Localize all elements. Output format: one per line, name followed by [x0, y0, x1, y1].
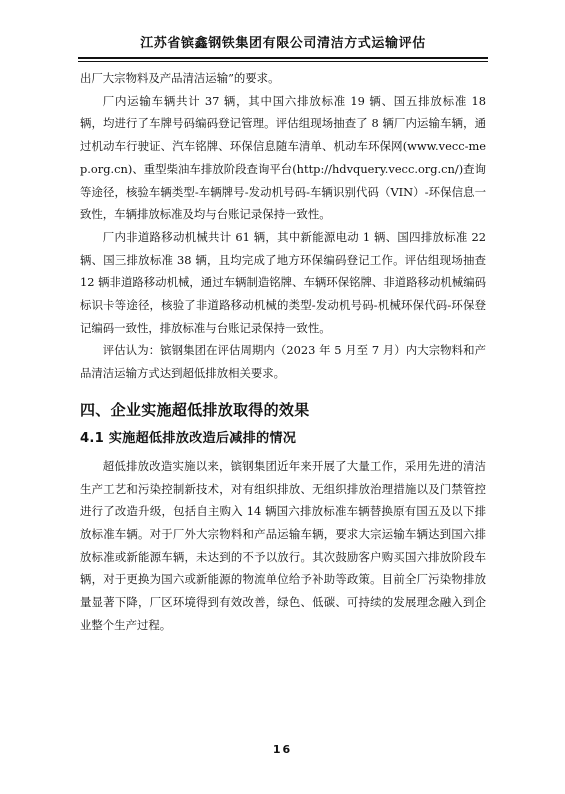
paragraph-plant-vehicles: 厂内运输车辆共计 37 辆，其中国六排放标准 19 辆、国五排放标准 18 辆，均进行了车牌号码编码登记管理。评估组现场抽查了 8 辆厂内运输车辆，通过机动车行驶证、汽车铭牌、环保信息随车清单、机动车环保网(www.vecc-mep.org.cn)、重型柴油车排放阶段查询平台(http://hdvquery.vecc.org.cn/)查询等途径，核验车辆类型-车辆牌号-发动机号码-车辆识别代码（VIN）-环保信息一致性，车辆排放标准及均与台账记录保持一致性。: [80, 93, 486, 222]
body-text: [80, 67, 486, 636]
subsection-heading: 4.1 实施超低排放改造后减排的情况: [80, 430, 297, 446]
paragraph-assessment-conclusion: 评估认为：镔钢集团在评估周期内（2023 年 5 月至 7 月）内大宗物料和产品清洁运输方式达到超低排放相关要求。: [80, 343, 486, 381]
running-header: 江苏省镔鑫钢铁集团有限公司清洁方式运输评估: [140, 36, 426, 51]
header-rule-thin: [78, 61, 488, 62]
paragraph-continuation: 出厂大宗物料及产品清洁运输”的要求。: [80, 71, 280, 85]
header-rule-thick: [78, 57, 488, 59]
paragraph-non-road-machinery: 厂内非道路移动机械共计 61 辆，其中新能源电动 1 辆、国四排放标准 22 辆、国三排放标准 38 辆，且均完成了地方环保编码登记工作。评估组现场抽查 12 辆非道路移动机械，通过车辆制造铭牌、车辆环保铭牌、非道路移动机械编码标识卡等途径，核验了非道路移动机械的类型-发动机号码-机械环保代码-环保登记编码一致性，排放标准与台账记录保持一致性。: [80, 229, 486, 335]
page-number: 16: [272, 743, 293, 756]
section-heading: 四、企业实施超低排放取得的效果: [80, 400, 310, 419]
paragraph-emission-reduction: 超低排放改造实施以来，镔钢集团近年来开展了大量工作，采用先进的清洁生产工艺和污染控制新技术，对有组织排放、无组织排放治理措施以及门禁管控进行了改造升级，包括自主购入 14 辆国六排放标准车辆替换原有国五及以下排放标准车辆。对于厂外大宗物料和产品运输车辆，要求大宗运输车辆达到国六排放标准或新能源车辆，未达到的不予以放行。其次鼓励客户购买国六排放阶段车辆，对于更换为国六或新能源的物流单位给予补助等政策。目前全厂污染物排放量显著下降，厂区环境得到有效改善，绿色、低碳、可持续的发展理念融入到企业整个生产过程。: [80, 458, 486, 632]
